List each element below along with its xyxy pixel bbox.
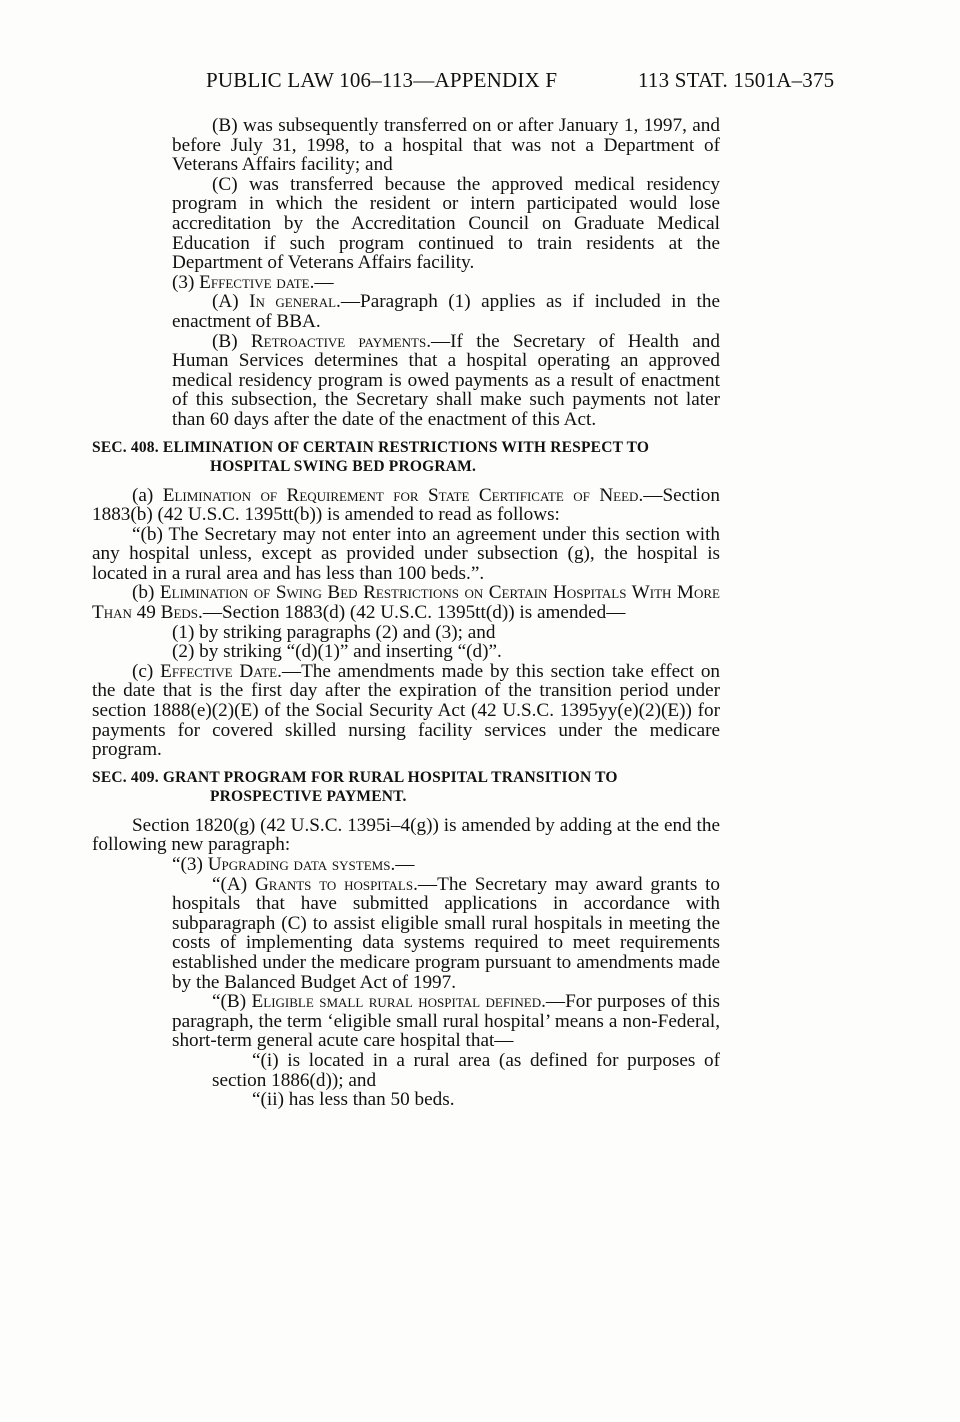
section-409-heading: SEC. 409. GRANT PROGRAM FOR RURAL HOSPITAL TRANSITION TO PROSPECTIVE PAYMENT. (92, 768, 618, 805)
paragraph-number: “(A) (212, 873, 255, 895)
paragraph-text: .—Section 1883(b) (42 U.S.C. 1395tt(b)) is amended to read as follows: (92, 484, 720, 526)
paragraph-number: (B) (212, 330, 251, 352)
section-408-a (92, 486, 720, 525)
paragraph-caption: Grants to hospitals (254, 873, 414, 895)
paragraph-number: “(B) (212, 991, 252, 1013)
paragraph-text: .—The Secretary may award grants to hospitals that have submitted applications in accordance with subparagraph (C) to assist eligible small rural hospitals in meeting the costs of implementing data systems required to meet requirements established under the medicare program pursuant to amendments made by the Balanced Budget Act of 1997. (172, 873, 721, 993)
paragraph-dash: .— (309, 271, 334, 293)
paragraph-number: (c) (132, 660, 161, 682)
section-409-clause-i: “(i) is located in a rural area (as defined for purposes of section 1886(d)); and (212, 1049, 720, 1091)
paragraph-3b (92, 332, 720, 430)
paragraph-number: (a) (132, 484, 163, 506)
section-409-paragraph-3 (92, 855, 720, 875)
paragraph-number: “(3) (172, 854, 208, 875)
section-408-b-2: (2) by striking “(d)(1)” and inserting “(d)”. (172, 641, 502, 663)
paragraph-3-heading (92, 273, 720, 293)
paragraph-3a (92, 292, 720, 331)
running-head (206, 68, 866, 93)
section-408-a-quote: “(b) The Secretary may not enter into an agreement under this section with any hospital unless, except as provided under subsection (g), the hospital is located in a rural area and has less than 100 beds.”. (92, 523, 720, 584)
paragraph-caption: Retroactive payments (250, 330, 427, 352)
paragraph-c-transferred: (C) was transferred because the approved medical residency program in which the resident or intern participated would lose accreditation by the Accreditation Council on Graduate Medical Education if such program continued to train residents at the Department of Veterans Affairs facility. (172, 173, 720, 274)
paragraph-caption: Effective Date (160, 660, 278, 682)
paragraph-dash: .— (390, 854, 415, 875)
section-408-b-1: (1) by striking paragraphs (2) and (3); and (172, 621, 496, 643)
section-409-clause-ii: “(ii) has less than 50 beds. (252, 1089, 455, 1111)
section-408-b (92, 583, 720, 622)
paragraph-text: .—Section 1883(d) (42 U.S.C. 1395tt(d)) is amended— (198, 602, 626, 624)
paragraph-text: .—Paragraph (1) applies as if included in the enactment of BBA. (172, 291, 721, 332)
document-body (92, 116, 720, 1110)
paragraph-number: (3) (172, 271, 200, 293)
paragraph-number: (A) (212, 291, 250, 313)
section-408-c (92, 662, 720, 760)
paragraph-b-transferred: (B) was subsequently transferred on or after January 1, 1997, and before July 31, 1998, to a hospital that was not a Department of Veterans Affairs facility; and (172, 115, 720, 176)
paragraph-text: .—For purposes of this paragraph, the term ‘eligible small rural hospital’ means a non-Federal, short-term general acute care hospital that— (172, 991, 721, 1052)
paragraph-caption: Eligible small rural hospital defined (251, 991, 542, 1013)
section-409-subparagraph-a (92, 875, 720, 993)
paragraph-caption: Effective date (199, 271, 310, 293)
paragraph-caption: Elimination of Requirement for State Certificate of Need (162, 484, 639, 506)
paragraph-caption: Elimination of Swing Bed Restrictions on Certain Hospitals With More Than 49 Beds (92, 582, 720, 624)
paragraph-text: .—If the Secretary of Health and Human Services determines that a hospital operating an approved medical residency program is owed payments as a result of enactment of this subsection, the Secretary shall make such payments not later than 60 days after the date of the enactment of this Act. (172, 330, 720, 430)
paragraph-caption: Upgrading data systems (207, 854, 391, 875)
paragraph-caption: In general (249, 291, 337, 313)
section-409-subparagraph-b (92, 992, 720, 1051)
paragraph-text: .—The amendments made by this section take effect on the date that is the first day after the expiration of the transition period under section 1888(e)(2)(E) of the Social Security Act (42 U.S.C. 1395yy(e)(2)(E)) for payments for covered skilled nursing facility services under the medicare program. (92, 660, 721, 761)
running-head-title: PUBLIC LAW 106–113—APPENDIX F (206, 68, 558, 92)
section-409-intro: Section 1820(g) (42 U.S.C. 1395i–4(g)) is amended by adding at the end the following new paragraph: (92, 814, 720, 856)
paragraph-number: (b) (132, 582, 160, 604)
running-head-citation: 113 STAT. 1501A–375 (638, 68, 835, 92)
section-408-heading: SEC. 408. ELIMINATION OF CERTAIN RESTRICTIONS WITH RESPECT TO HOSPITAL SWING BED PROGRAM. (92, 438, 650, 475)
